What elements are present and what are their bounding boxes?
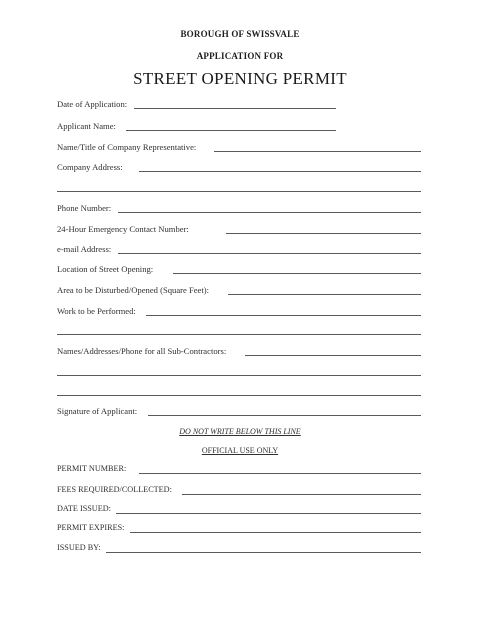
date-of-application-label: Date of Application:: [57, 99, 128, 109]
permit-expires-field[interactable]: [130, 532, 421, 533]
work-label: Work to be Performed:: [57, 306, 136, 316]
company-rep-label: Name/Title of Company Representative:: [57, 142, 197, 152]
applicant-name-label: Applicant Name:: [57, 121, 116, 131]
page-title: STREET OPENING PERMIT: [133, 69, 347, 88]
work-field-line-2[interactable]: [57, 334, 421, 335]
issued-by-field[interactable]: [106, 552, 421, 553]
signature-field[interactable]: [148, 415, 421, 416]
do-not-write-notice: DO NOT WRITE BELOW THIS LINE: [179, 427, 301, 436]
phone-number-label: Phone Number:: [57, 203, 112, 213]
subcontractors-label: Names/Addresses/Phone for all Sub-Contractors:: [57, 346, 227, 356]
subcontractors-field-line-3[interactable]: [57, 395, 421, 396]
company-address-field[interactable]: [139, 171, 421, 172]
permit-number-field[interactable]: [139, 473, 421, 474]
location-field[interactable]: [173, 273, 421, 274]
work-field[interactable]: [146, 315, 421, 316]
email-address-field[interactable]: [118, 253, 421, 254]
date-of-application-field[interactable]: [134, 108, 336, 109]
official-use-heading: OFFICIAL USE ONLY: [201, 446, 279, 455]
signature-label: Signature of Applicant:: [57, 406, 138, 416]
location-label: Location of Street Opening:: [57, 264, 154, 274]
email-address-label: e-mail Address:: [57, 244, 112, 254]
company-address-field-line-2[interactable]: [57, 191, 421, 192]
subcontractors-field-line-2[interactable]: [57, 375, 421, 376]
fees-label: FEES REQUIRED/COLLECTED:: [57, 485, 172, 494]
phone-number-field[interactable]: [118, 212, 421, 213]
date-issued-field[interactable]: [116, 513, 421, 514]
date-issued-label: DATE ISSUED:: [57, 504, 111, 513]
subcontractors-field[interactable]: [245, 355, 421, 356]
company-rep-field[interactable]: [214, 151, 421, 152]
area-label: Area to be Disturbed/Opened (Square Feet):: [57, 285, 210, 295]
application-for-heading: APPLICATION FOR: [196, 51, 284, 61]
applicant-name-field[interactable]: [126, 130, 336, 131]
permit-number-label: PERMIT NUMBER:: [57, 464, 127, 473]
fees-field[interactable]: [182, 494, 421, 495]
area-field[interactable]: [228, 294, 421, 295]
emergency-contact-label: 24-Hour Emergency Contact Number:: [57, 224, 189, 234]
borough-heading: BOROUGH OF SWISSVALE: [180, 29, 300, 39]
company-address-label: Company Address:: [57, 162, 123, 172]
issued-by-label: ISSUED BY:: [57, 543, 101, 552]
permit-expires-label: PERMIT EXPIRES:: [57, 523, 125, 532]
emergency-contact-field[interactable]: [226, 233, 421, 234]
